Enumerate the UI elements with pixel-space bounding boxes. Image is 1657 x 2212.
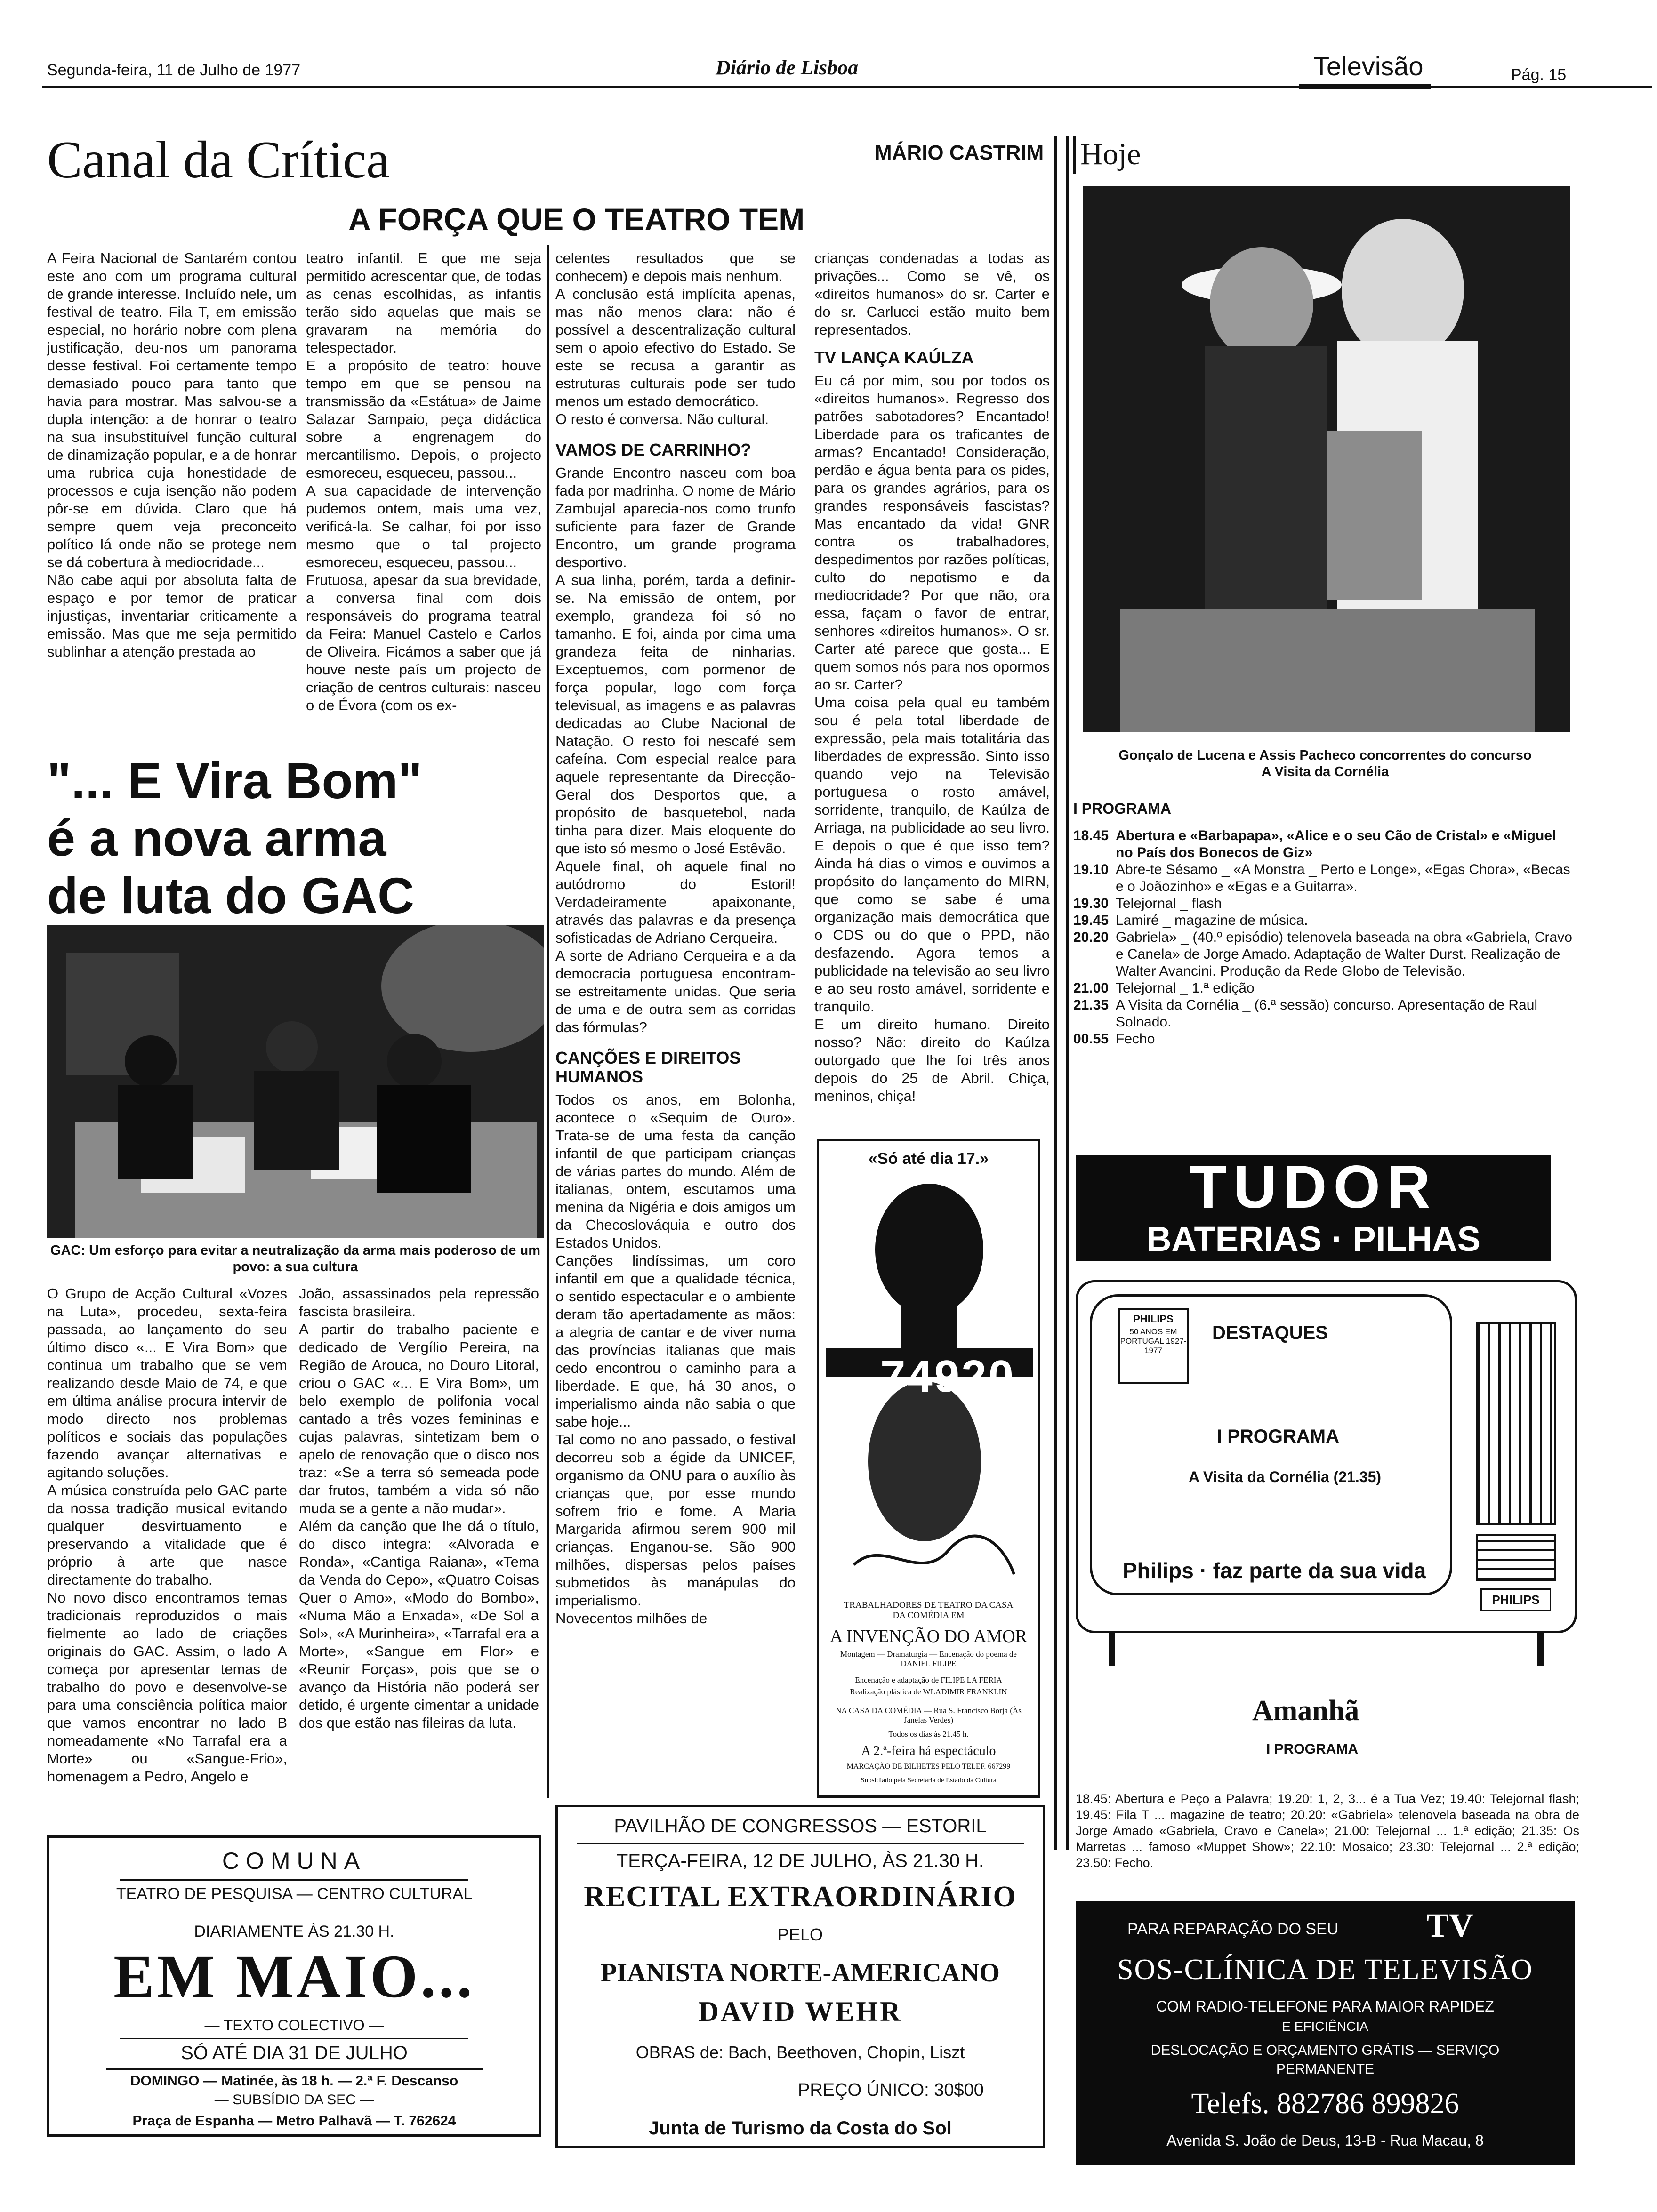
- sos-ad: [1076, 1901, 1575, 2165]
- tv-controls: [1476, 1534, 1556, 1581]
- comuna-divider-3: [106, 2068, 483, 2070]
- tudor-ad: [1076, 1155, 1551, 1261]
- tudor-tagline: BATERIAS · PILHAS: [1146, 1219, 1480, 1258]
- theatre-ad-title: «Só até dia 17.»: [868, 1150, 989, 1168]
- comuna-line-4: SÓ ATÉ DIA 31 DE JULHO: [181, 2043, 408, 2063]
- sos-line-7: Telefs. 882786 899826: [1191, 2088, 1459, 2120]
- sos-line-8: Avenida S. João de Deus, 13-B - Rua Macau, 8: [1166, 2132, 1484, 2149]
- comuna-line-3: — TEXTO COLECTIVO —: [204, 2017, 384, 2034]
- hoje-photo-illustration: [1083, 186, 1570, 732]
- theatre-ad-line-4: Realização plástica de WLADIMIR FRANKLIN: [850, 1687, 1007, 1696]
- gac-headline-line-2: é a nova arma: [47, 809, 386, 866]
- theatre-ad-line-1: TRABALHADORES DE TEATRO DA CASA DA COMÉDIA EM: [844, 1600, 1014, 1620]
- tv-speaker-grille: [1476, 1322, 1556, 1525]
- subheading-cancoes: CANÇÕES E DIREITOS HUMANOS: [555, 1048, 741, 1086]
- article-column-3b: Grande Encontro nasceu com boa fada por madrinha. O nome de Mário Zambujal aparecia-nos como trunfo suficiente para fazer de Grande Encontro, um grande programa desportivo. A sua linha, porém, tarda a definir-se. Na emissão de ontem, por exemplo, grandeza foi só no tamanho. E foi, ainda por cima uma grandeza feita de ninharias. Exceptuemos, com pormenor de força popular, logo com força televisual, as imagens e as palavras dedicadas ao Clube Nacional de Natação. O resto foi nescafé sem cafeína. Com especial realce para aquele representante da Direcção-Geral dos Desportos que, a propósito de basquetebol, nada tinha para dizer. Mais eloquente do que isto só mesmo o José Estêvão. Aquele final, oh aquele final no autódromo do Estoril! Verdadeiramente apaixonante, através das palavras e da presença sofisticadas de Adriano Cerqueira. A sorte de Adriano Cerqueira e a da democracia portuguesa encontram-se estreitamente unidas. Que seria de uma e de outra sem as corridas das fórmulas?: [555, 465, 796, 1035]
- tudor-brand: TUDOR: [1190, 1154, 1437, 1221]
- recital-line-7: OBRAS de: Bach, Beethoven, Chopin, Liszt: [635, 2043, 965, 2062]
- article-column-2: teatro infantil. E que me seja permitido acrescentar que, de todas as cenas escolhidas, as infantis terão sido aquelas que mais se gravaram na memória do telespectador. E a propósito de teatro: houve tempo em que se pensou na transmissão da «Estátua» de Jaime Salazar Sampaio, peça didáctica sobre a engrenagem do mercantilismo. Depois, o projecto esmoreceu, esqueceu, passou... A sua capacidade de intervenção pudemos ontem, mais uma vez, verificá-la. Se calhar, foi por isso mesmo que o tal projecto esmoreceu, esqueceu, passou... Frutuosa, apesar da sua brevidade, a conversa final com dois responsáveis do programa teatral da Feira: Manuel Castelo e Carlos de Oliveira. Ficámos a saber que já houve neste país um projecto de criação de centros culturais: nasceu o de Évora (com os ex-: [306, 250, 541, 713]
- gac-photo: [47, 925, 544, 1238]
- article-column-1: A Feira Nacional de Santarém contou este ano com um programa cultural de grande interesse. Incluído nele, um festival de teatro. Fila T, em emissão especial, no horário nobre com plena justificação, deu-nos um panorama desse festival. Foi certamente tempo demasiado pouco para tanto que havia para mostrar. Mas salvou-se a dupla intenção: a de honrar o teatro na sua insubstituível função cultural de dinamização popular, e a de honrar uma rubrica cuja honestidade de processos e cuja isenção não podem pôr-se em dúvida. Claro que há sempre quem veja preconceito político lá onde não se protege nem se dá cobertura à mediocridade... Não cabe aqui por absoluta falta de espaço e por temor de praticar injustiças, inventariar criticamente a emissão. Mas que me seja permitido sublinhar a atenção prestada ao: [47, 250, 297, 660]
- philips-badge: PHILIPS: [1480, 1588, 1551, 1611]
- hoje-photo: [1083, 186, 1570, 732]
- article-kicker: Canal da Crítica: [47, 131, 390, 189]
- sos-tv: TV: [1426, 1907, 1474, 1944]
- recital-line-9: Junta de Turismo da Costa do Sol: [649, 2118, 952, 2139]
- program-item: 18.45 Abertura e «Barbapapa», «Alice e o seu Cão de Cristal» e «Miguel no País dos Bonecos de Giz»: [1073, 828, 1556, 860]
- program-item: 20.20 Gabriela» _ (40.º episódio) telenovela baseada na obra «Gabriela, Cravo e Canela» de Jorge Amado. Adaptação de Walter Durst. Realização de Walter Avancini. Produção da Rede Globo de Televisão.: [1073, 930, 1572, 979]
- philips-line-2: I PROGRAMA: [1217, 1426, 1339, 1447]
- subheading-vamos: VAMOS DE CARRINHO?: [555, 440, 751, 459]
- article-column-3c: Todos os anos, em Bolonha, acontece o «Sequim de Ouro». Trata-se de uma festa da canção infantil de que participam crianças de várias partes do mundo. Além de italianas, ontem, escutamos uma menina da Nigéria e dois amigos um da Checoslováquia e outro dos Estados Unidos. Canções lindíssimas, um coro infantil em que a qualidade técnica, o sentido espectacular e o ambiente deram tão apertadamente as mãos: a alegria de cantar e de viver numa das províncias italianas que mais cedo encontrou o caminho para a liberdade. E que, há 30 anos, o imperialismo ainda não sabia o que sabe hoje... Tal como no ano passado, o festival decorreu sob a égide da UNICEF, organismo da ONU para o auxílio às crianças que, por esse mundo sofrem frio e fome. A Maria Margarida afirmou serem 900 mil crianças. Enganou-se. São 900 milhões, dispersas pelos países submetidos às manápulas do imperialismo. Novecentos milhões de: [555, 1091, 796, 1627]
- gac-column-1: O Grupo de Acção Cultural «Vozes na Luta», procedeu, sexta-feira passada, ao lançamento do seu último disco «... E Vira Bom» que continua um trabalho que se vem realizando desde Maio de 74, e que em última análise procura intervir de modo directo nos problemas políticos e sociais das populações fazendo avançar alternativas e agitando soluções. A música construída pelo GAC parte da nossa tradição musical evitando qualquer desvirtuamento e preservando a vitalidade que é próprio à arte que nasce directamente do trabalho. No novo disco encontramos temas tradicionais reproduzidos o mais fielmente ao lado de criações originais do GAC. Assim, o lado A começa por apresentar temas de trabalho do povo e desenvolve-se para uma consciência política maior que vamos encontrar no lado B nomeadamente «No Tarrafal era a Morte» ou «Sangue-Frio», homenagem a Pedro, Angelo e: [47, 1285, 287, 1785]
- subheading-kaulza: TV LANÇA KAÚLZA: [814, 348, 974, 367]
- comuna-divider-2: [120, 2038, 468, 2039]
- comuna-line-5: DOMINGO — Matinée, às 18 h. — 2.ª F. Descanso: [130, 2073, 458, 2089]
- article-column-3a: celentes resultados que se conhecem) e depois mais nenhum. A conclusão está implícita apenas, mas não menos clara: não é possível a descentralização cultural sem o apoio efectivo do Estado. Se este se recusa a garantir as estruturas culturais pode ser tudo menos um estado democrático. O resto é conversa. Não cultural.: [555, 250, 796, 427]
- program-item: 21.00 Telejornal _ 1.ª edição: [1073, 980, 1255, 996]
- sos-line-3: COM RADIO-TELEFONE PARA MAIOR RAPIDEZ: [1156, 1998, 1494, 2015]
- philips-line-1: DESTAQUES: [1212, 1322, 1328, 1343]
- gac-headline-line-3: de luta do GAC: [47, 867, 414, 924]
- program-item: 19.10 Abre-te Sésamo _ «A Monstra _ Perto e Longe», «Egas Chora», «Becas e o Joãozinho» e «Egas e a Guitarra».: [1073, 862, 1570, 894]
- article-headline: A FORÇA QUE O TEATRO TEM: [348, 202, 805, 237]
- comuna-ad: [47, 1835, 541, 2137]
- hoje-caption-line-2: A Visita da Cornélia: [1261, 764, 1389, 779]
- recital-line-4: PELO: [777, 1925, 823, 1944]
- amanha-title: Amanhã: [1252, 1695, 1359, 1727]
- gac-column-2: João, assassinados pela repressão fascista brasileira. A partir do trabalho paciente e dedicado de Vergílio Pereira, na Região de Arouca, no Douro Litoral, criou o GAC «... E Vira Bom», um belo exemplo de polifonia vocal cantado a três vozes femininas e cujas palavras, sintetizam bem o apelo de renovação que o disco nos traz: «Se a terra só semeada pode dar frutos, também a vida só não muda se a gente a não mudar». Além da canção que lhe dá o título, do disco integra: «Alvorada e Ronda», «Cantiga Raiana», «Tema da Venda do Cepo», «Quatro Coisas Quer o Amo», «Modo do Bombo», «Numa Mão a Enxada», «De Sol a Sol», «A Murinheira», «Tarrafal era a Morte», «Sangue em Flor» e «Reunir Forças», pois que se o avanço da História não poderá ser detido, é urgente cimentar a unidade dos que estão nas fileiras da luta.: [299, 1285, 539, 1731]
- column-rule: [547, 245, 549, 1798]
- theatre-ad-play: A INVENÇÃO DO AMOR: [829, 1627, 1028, 1646]
- philips-logo: PHILIPS 50 ANOS EM PORTUGAL 1927-1977: [1118, 1308, 1189, 1384]
- gac-photo-caption: GAC: Um esforço para evitar a neutralização da arma mais poderoso de um povo: a sua cultura: [50, 1243, 541, 1274]
- hoje-rule: [1073, 136, 1076, 174]
- article-column-3: [555, 249, 796, 1784]
- theatre-ad: [817, 1139, 1040, 1798]
- program-item: 21.35 A Visita da Cornélia _ (6.ª sessão) concurso. Apresentação de Raul Solnado.: [1073, 997, 1538, 1030]
- hoje-title: Hoje: [1080, 137, 1141, 171]
- recital-ad: [555, 1805, 1045, 2148]
- column-rule: [1066, 136, 1069, 1850]
- recital-line-2: TERÇA-FEIRA, 12 DE JULHO, ÀS 21.30 H.: [616, 1851, 984, 1871]
- program-item: 19.45 Lamiré _ magazine de música.: [1073, 913, 1308, 928]
- theatre-ad-line-7: A 2.ª-feira há espectáculo: [861, 1744, 996, 1758]
- sos-line-4: E EFICIÊNCIA: [1282, 2019, 1368, 2034]
- comuna-line-2: DIARIAMENTE ÀS 21.30 H.: [194, 1923, 394, 1940]
- sos-line-6: PERMANENTE: [1276, 2061, 1375, 2077]
- gac-photo-illustration: [47, 925, 544, 1238]
- theatre-ad-line-3: Encenação e adaptação de FILIPE LA FERIA: [855, 1675, 1002, 1684]
- program-item: 00.55 Fecho: [1073, 1031, 1155, 1047]
- article-column-4: [814, 249, 1050, 1134]
- philips-slogan: Philips · faz parte da sua vida: [1123, 1558, 1426, 1583]
- article-column-4b: Eu cá por mim, sou por todos os «direitos humanos». Regresso dos patrões sabotadores? Encantado! Liberdade para os traficantes de armas? Encantado! Consideração, perdão e água benta para os pides, para os grandes agrários, para os grandes responsáveis fascistas? Mas encantado da vida! GNR contra os trabalhadores, despedimentos por razões políticas, culto do nepotismo e da mediocridade? Por que não, ora essa, façam o favor de entrar, senhores «direitos humanos». O sr. Carter até parece que gosta... E quem somos nós para nos opormos ao sr. Carter? Uma coisa pela qual eu também sou é pela total liberdade de expressão, pela mais totalitária das liberdades de expressão. Sinto isso quando vejo na Televisão portuguesa o rosto amável, sorridente, tranquilo, de Kaúlza de Arriaga, na publicidade ao seu livro. E depois o que é que isso tem? Ainda há dias o vimos e ouvimos a propósito do lançamento do MIRN, que como se sabe é uma organização mais democrática que o CDS ou do que o PPD, não desfazendo. Agora temos a publicidade na televisão ao seu livro e ao seu rosto amável, sorridente e tranquilo. E um direito humano. Direito nosso? Não: direito do Kaúlza outorgado que lhe foi três anos depois do 25 de Abril. Chiça, meninos, chiça!: [814, 372, 1050, 1104]
- comuna-divider: [120, 1879, 468, 1881]
- tv-leg-right: [1537, 1633, 1544, 1666]
- issue-date: Segunda-feira, 11 de Julho de 1977: [47, 61, 301, 79]
- comuna-line-1: TEATRO DE PESQUISA — CENTRO CULTURAL: [116, 1885, 473, 1903]
- philips-ad: [1076, 1280, 1577, 1713]
- recital-line-6: DAVID WEHR: [698, 1996, 902, 2027]
- comuna-play: EM MAIO...: [113, 1943, 475, 2011]
- article-column-4a: crianças condenadas a todas as privações... Como se vê, os «direitos humanos» do sr. Carter e do sr. Carlucci estão muito bem representados.: [814, 250, 1050, 338]
- recital-line-1: PAVILHÃO DE CONGRESSOS — ESTORIL: [614, 1816, 987, 1836]
- program-item: 19.30 Telejornal _ flash: [1073, 896, 1222, 911]
- sos-line-2: SOS-CLÍNICA DE TELEVISÃO: [1117, 1954, 1533, 1986]
- theatre-ad-line-6: Todos os dias às 21.45 h.: [888, 1730, 969, 1739]
- theatre-ad-line-2: Montagem — Dramaturgia — Encenação do poema de DANIEL FILIPE: [840, 1650, 1017, 1668]
- hoje-caption-line-1: Gonçalo de Lucena e Assis Pacheco concorrentes do concurso: [1118, 748, 1532, 763]
- theatre-ad-line-9: Subsidiado pela Secretaria de Estado da Cultura: [861, 1777, 997, 1784]
- section-title: Televisão: [1313, 51, 1424, 81]
- tv-leg-left: [1109, 1633, 1115, 1666]
- theatre-ad-number: 74920: [880, 1351, 1015, 1402]
- masthead: Diário de Lisboa: [716, 56, 859, 79]
- hoje-program-title: I PROGRAMA: [1073, 800, 1171, 817]
- philips-line-3: A Visita da Cornélia (21.35): [1189, 1468, 1382, 1485]
- gac-headline-line-1: "... E Vira Bom": [47, 752, 422, 809]
- sos-line-5: DESLOCAÇÃO E ORÇAMENTO GRÁTIS — SERVIÇO: [1150, 2043, 1500, 2058]
- column-rule: [1054, 136, 1057, 1850]
- recital-line-5: PIANISTA NORTE-AMERICANO: [601, 1958, 1000, 1988]
- comuna-title: COMUNA: [222, 1848, 367, 1874]
- hoje-program: [1073, 800, 1572, 1048]
- theatre-ad-line-8: MARCAÇÃO DE BILHETES PELO TELEF. 667299: [846, 1763, 1011, 1771]
- recital-line-8: PREÇO ÚNICO: 30$00: [798, 2080, 984, 2100]
- amanha-program-title: I PROGRAMA: [1266, 1741, 1358, 1757]
- comuna-line-7: Praça de Espanha — Metro Palhavã — T. 762624: [132, 2113, 456, 2129]
- recital-line-3: RECITAL EXTRAORDINÁRIO: [584, 1881, 1017, 1913]
- sos-line-1: PARA REPARAÇÃO DO SEU: [1127, 1920, 1339, 1938]
- theatre-ad-line-5: NA CASA DA COMÉDIA — Rua S. Francisco Borja (Às Janelas Verdes): [836, 1706, 1022, 1724]
- header-rule-accent: [1299, 84, 1431, 89]
- comuna-line-6: — SUBSÍDIO DA SEC —: [214, 2092, 374, 2108]
- recital-divider: [577, 1843, 1024, 1844]
- amanha-listing: 18.45: Abertura e Peço a Palavra; 19.20: 1, 2, 3... é a Tua Vez; 19.40: Telejornal flash; 19.45: Fila T ... magazine de teatro; 20.20: «Gabriela» telenovela baseada na obra de Jorge Amado «Gabriela, Cravo e Canela»; 21.00: Telejornal ... 1.ª edição; 21.35: Os Marretas ... famoso «Muppet Show»; 22.10: Mosaico; 23.30: Telejornal ... 2.ª edição; 23.50: Fecho.: [1076, 1792, 1579, 1870]
- page-number: Pág. 15: [1511, 66, 1567, 84]
- article-author: MÁRIO CASTRIM: [875, 141, 1044, 164]
